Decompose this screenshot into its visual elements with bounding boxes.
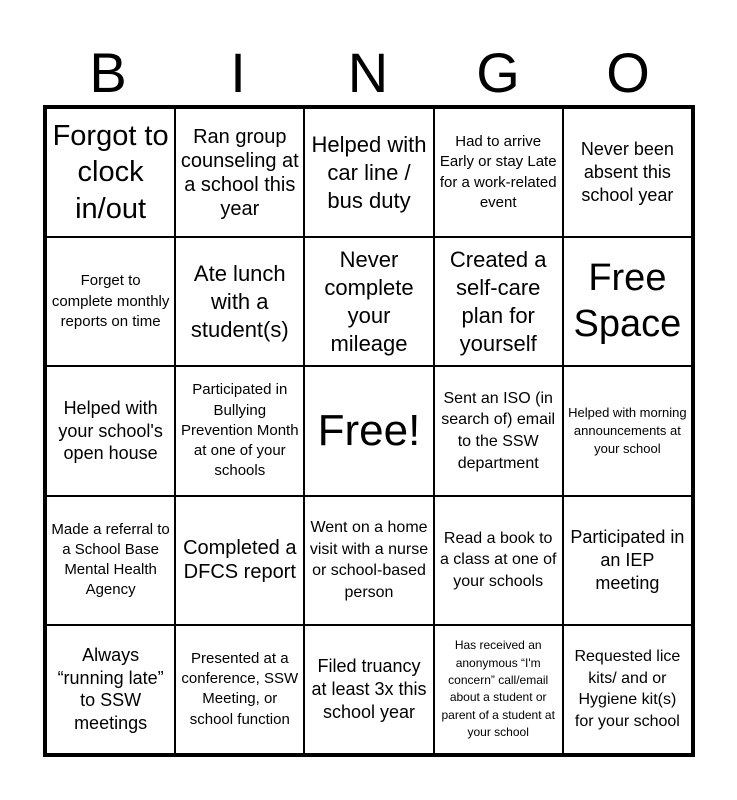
bingo-header [43,41,695,104]
free-space-cell[interactable]: Free! [304,366,433,495]
bingo-cell[interactable]: Free Space [563,237,692,366]
bingo-cell[interactable]: Participated in an IEP meeting [563,496,692,625]
bingo-cell[interactable]: Never been absent this school year [563,108,692,237]
bingo-cell[interactable]: Made a referral to a School Base Mental Health Agency [46,496,175,625]
bingo-cell[interactable]: Always “running late” to SSW meetings [46,625,175,754]
header-letter-o: O [606,41,650,104]
bingo-cell[interactable]: Completed a DFCS report [175,496,304,625]
bingo-cell[interactable]: Forgot to clock in/out [46,108,175,237]
bingo-cell[interactable]: Has received an anonymous “I'm concern” call/email about a student or parent of a student at your school [434,625,563,754]
bingo-cell[interactable]: Read a book to a class at one of your schools [434,496,563,625]
bingo-cell[interactable]: Sent an ISO (in search of) email to the SSW department [434,366,563,495]
bingo-cell[interactable]: Participated in Bullying Prevention Month at one of your schools [175,366,304,495]
bingo-card-grid [43,105,695,757]
header-letter-i: I [230,41,246,104]
bingo-cell[interactable]: Helped with morning announcements at your school [563,366,692,495]
bingo-cell[interactable]: Presented at a conference, SSW Meeting, or school function [175,625,304,754]
bingo-cell[interactable]: Helped with car line / bus duty [304,108,433,237]
bingo-cell[interactable]: Ran group counseling at a school this year [175,108,304,237]
bingo-cell[interactable]: Created a self-care plan for yourself [434,237,563,366]
bingo-cell[interactable]: Helped with your school's open house [46,366,175,495]
bingo-cell[interactable]: Had to arrive Early or stay Late for a work-related event [434,108,563,237]
bingo-cell[interactable]: Forget to complete monthly reports on time [46,237,175,366]
header-letter-b: B [89,41,127,104]
bingo-cell[interactable]: Filed truancy at least 3x this school year [304,625,433,754]
header-letter-n: N [347,41,389,104]
bingo-cell[interactable]: Ate lunch with a student(s) [175,237,304,366]
bingo-cell[interactable]: Never complete your mileage [304,237,433,366]
bingo-cell[interactable]: Went on a home visit with a nurse or school-based person [304,496,433,625]
header-letter-g: G [476,41,520,104]
bingo-cell[interactable]: Requested lice kits/ and or Hygiene kit(s) for your school [563,625,692,754]
